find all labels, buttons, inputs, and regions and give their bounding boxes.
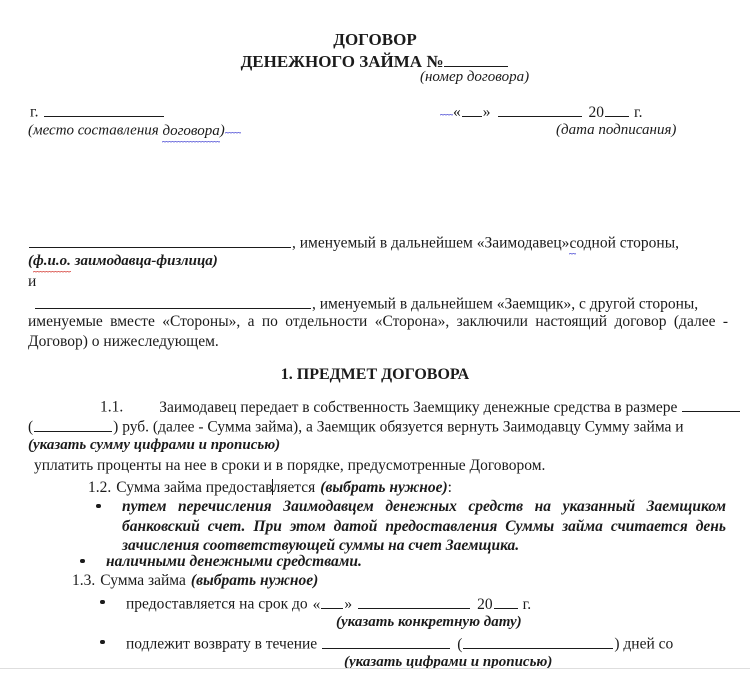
- clause-1-3-year: 20: [477, 595, 493, 613]
- bullet-icon: [100, 600, 105, 605]
- clause-1-3-bullet-2-hint: (указать цифрами и прописью): [344, 654, 553, 670]
- party-borrower-name-blank[interactable]: [35, 293, 311, 309]
- clause-1-1-line-2: ( ) руб. (далее - Сумма займа), а Заемщик обязуется вернуть Заимодавцу Сумму займа и: [28, 416, 684, 437]
- bullet-icon: [96, 504, 101, 509]
- clause-1-3-hint: (выбрать нужное): [190, 572, 319, 589]
- loan-amount-digits-blank[interactable]: [682, 396, 740, 412]
- bullet-icon: [80, 559, 85, 564]
- title-text-denezhnogo-zayma: ДЕНЕЖНОГО ЗАЙМА №: [240, 52, 444, 72]
- date-year-suffix: г.: [634, 103, 643, 121]
- date-quote-close: »: [482, 103, 491, 121]
- clause-1-2-bullet-1: путем перечисления Заимодавцем денежных средств на указанный Заемщиком банковский счет. При этом датой предоставления Суммы займа считается день зачисления соответствующей суммы на счет Заемщика.: [96, 497, 726, 556]
- party-lender-hint: (ф.и.о. заимодавца-физлица): [28, 253, 218, 269]
- clause-1-1-text-part-2: ) руб. (далее - Сумма займа), а Заемщик обязуется вернуть Заимодавцу Сумму займа и: [113, 418, 684, 436]
- clause-1-2-bullet-2: наличными денежными средствами.: [80, 552, 710, 572]
- clause-1-1-line-3: уплатить проценты на нее в сроки и в порядке, предусмотренные Договором.: [34, 457, 546, 474]
- clause-1-2-text-a: Сумма займа предостав: [116, 479, 273, 496]
- clause-1-1-text-part-1: Заимодавец передает в собственность Заемщику денежные средства в размере: [159, 398, 678, 416]
- page-bottom-crop: [0, 666, 750, 676]
- party-borrower-tail: , именуемый в дальнейшем «Заемщик», с другой стороны,: [312, 295, 699, 313]
- return-days-digits-blank[interactable]: [322, 633, 450, 649]
- clause-1-3-number: 1.3.: [72, 572, 96, 589]
- page-bottom-hairline: [0, 668, 750, 669]
- clause-1-3-text: Сумма займа: [100, 572, 186, 589]
- document-title-line-1: [0, 30, 750, 49]
- clause-1-3-line: [72, 571, 318, 590]
- date-of-signing-row: [440, 101, 642, 122]
- clause-1-3-bullet-1-hint: (указать конкретную дату): [336, 614, 522, 630]
- party-lender-name-blank[interactable]: [29, 232, 291, 248]
- spellcheck-stray-mark-date: [440, 103, 453, 117]
- date-day-blank[interactable]: [462, 101, 482, 117]
- clause-1-2-number: 1.2.: [88, 479, 112, 496]
- clause-1-2-hint: (выбрать нужное): [320, 479, 448, 496]
- clause-1-3-quote-open: «: [312, 595, 321, 613]
- party-conjunction: и: [28, 273, 37, 290]
- return-days-words-blank[interactable]: [463, 633, 613, 649]
- party-lender-tail2: одной стороны,: [576, 234, 680, 252]
- party-lender-tail: , именуемый в дальнейшем «Заимодавец»: [292, 234, 570, 252]
- clause-1-1-hint: (указать сумму цифрами и прописью): [28, 437, 281, 453]
- spellcheck-underline-s: с: [569, 234, 577, 252]
- date-quote-open: «: [453, 103, 461, 121]
- bullet-icon: [100, 640, 105, 645]
- date-month-blank[interactable]: [498, 101, 582, 117]
- place-blank[interactable]: [44, 101, 164, 117]
- place-of-signing-row: [30, 101, 165, 122]
- clause-1-3-bullet-1-prefix: предоставляется на срок до: [126, 595, 308, 613]
- clause-1-3-bullet-2-prefix: подлежит возврату в течение: [126, 635, 318, 653]
- title-text-dogovor: ДОГОВОР: [333, 30, 417, 49]
- term-month-blank[interactable]: [358, 593, 470, 609]
- parties-together-paragraph: именуемые вместе «Стороны», а по отдельности «Сторона», заключили настоящий договор (далее - Договор) о нижеследующем.: [28, 313, 728, 350]
- party-borrower-row: [34, 293, 698, 314]
- clause-1-3-suffix: г.: [522, 595, 532, 613]
- clause-1-2-text-b: ляется: [272, 479, 316, 496]
- spellcheck-underline-fio: ф.и.о.: [33, 253, 71, 269]
- spellcheck-underline-dogovora: договора: [162, 122, 220, 139]
- party-lender-row: [28, 232, 679, 253]
- clause-1-1-line-1: [100, 396, 741, 417]
- spellcheck-stray-mark-place: [225, 121, 241, 135]
- clause-1-1-number: 1.1.: [100, 398, 124, 416]
- loan-amount-words-blank[interactable]: [34, 416, 112, 432]
- clause-1-3-bullet-1: [100, 593, 730, 614]
- date-hint: (дата подписания): [556, 122, 677, 138]
- date-year-blank[interactable]: [605, 101, 629, 117]
- place-label: г.: [30, 103, 39, 121]
- term-day-blank[interactable]: [321, 593, 343, 609]
- clause-1-3-bullet-2: подлежит возврату в течение ( ) дней со: [100, 633, 740, 654]
- contract-number-blank[interactable]: [444, 50, 508, 67]
- place-hint: (место составления договора): [28, 121, 241, 141]
- section-1-heading: 1. ПРЕДМЕТ ДОГОВОРА: [280, 366, 470, 383]
- clause-1-3-quote-close: »: [344, 595, 353, 613]
- date-year-prefix: 20: [588, 103, 604, 121]
- term-year-blank[interactable]: [494, 593, 518, 609]
- document-title-line-2: [0, 50, 750, 71]
- title-hint-contract-number: (номер договора): [420, 69, 530, 85]
- clause-1-2-line: 1.2. Сумма займа предоставляется (выбрать нужное):: [88, 479, 452, 496]
